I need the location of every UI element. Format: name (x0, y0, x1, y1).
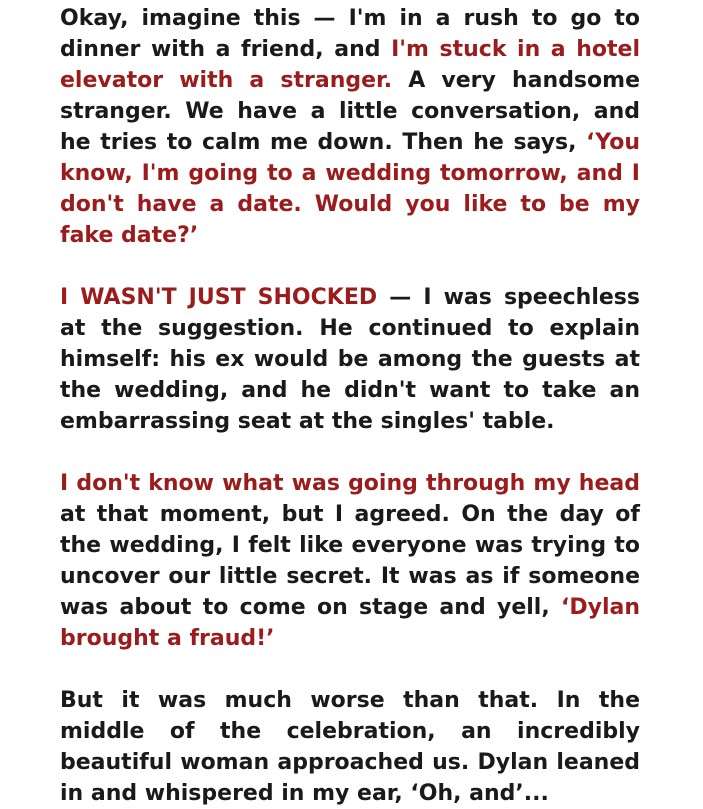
highlighted-text: I don't know what was going through my head (60, 471, 640, 496)
story-text (60, 3, 640, 809)
paragraph-1 (60, 3, 640, 251)
text-segment: Okay, imagine this — I'm in a rush to go to dinner with a friend, and (60, 6, 640, 62)
highlighted-quote: ‘Dylan brought a fraud!’ (60, 595, 640, 651)
highlighted-quote: ‘You know, I'm going to a wedding tomorrow, and I don't have a date. Would you like to be my fake date?’ (60, 130, 640, 248)
paragraph-2 (60, 282, 640, 437)
paragraph-3 (60, 468, 640, 654)
text-segment: at that moment, but I agreed. On the day of the wedding, I felt like everyone was trying to uncover our little secret. It was as if someone was about to come on stage and yell, (60, 502, 640, 620)
text-segment: — I was speechless at the suggestion. He continued to explain himself: his ex would be among the guests at the wedding, and he didn't want to take an embarrassing seat at the singles' table. (60, 285, 640, 434)
text-segment: But it was much worse than that. In the middle of the celebration, an incredibly beautiful woman approached us. Dylan leaned in and whispered in my ear, ‘Oh, and’... (60, 688, 640, 806)
text-segment: A very handsome stranger. We have a little conversation, and he tries to calm me down. Then he says, (60, 68, 640, 155)
paragraph-4 (60, 685, 640, 809)
highlighted-text: I WASN'T JUST SHOCKED (60, 285, 378, 310)
highlighted-text: I'm stuck in a hotel elevator with a stranger. (60, 37, 640, 93)
